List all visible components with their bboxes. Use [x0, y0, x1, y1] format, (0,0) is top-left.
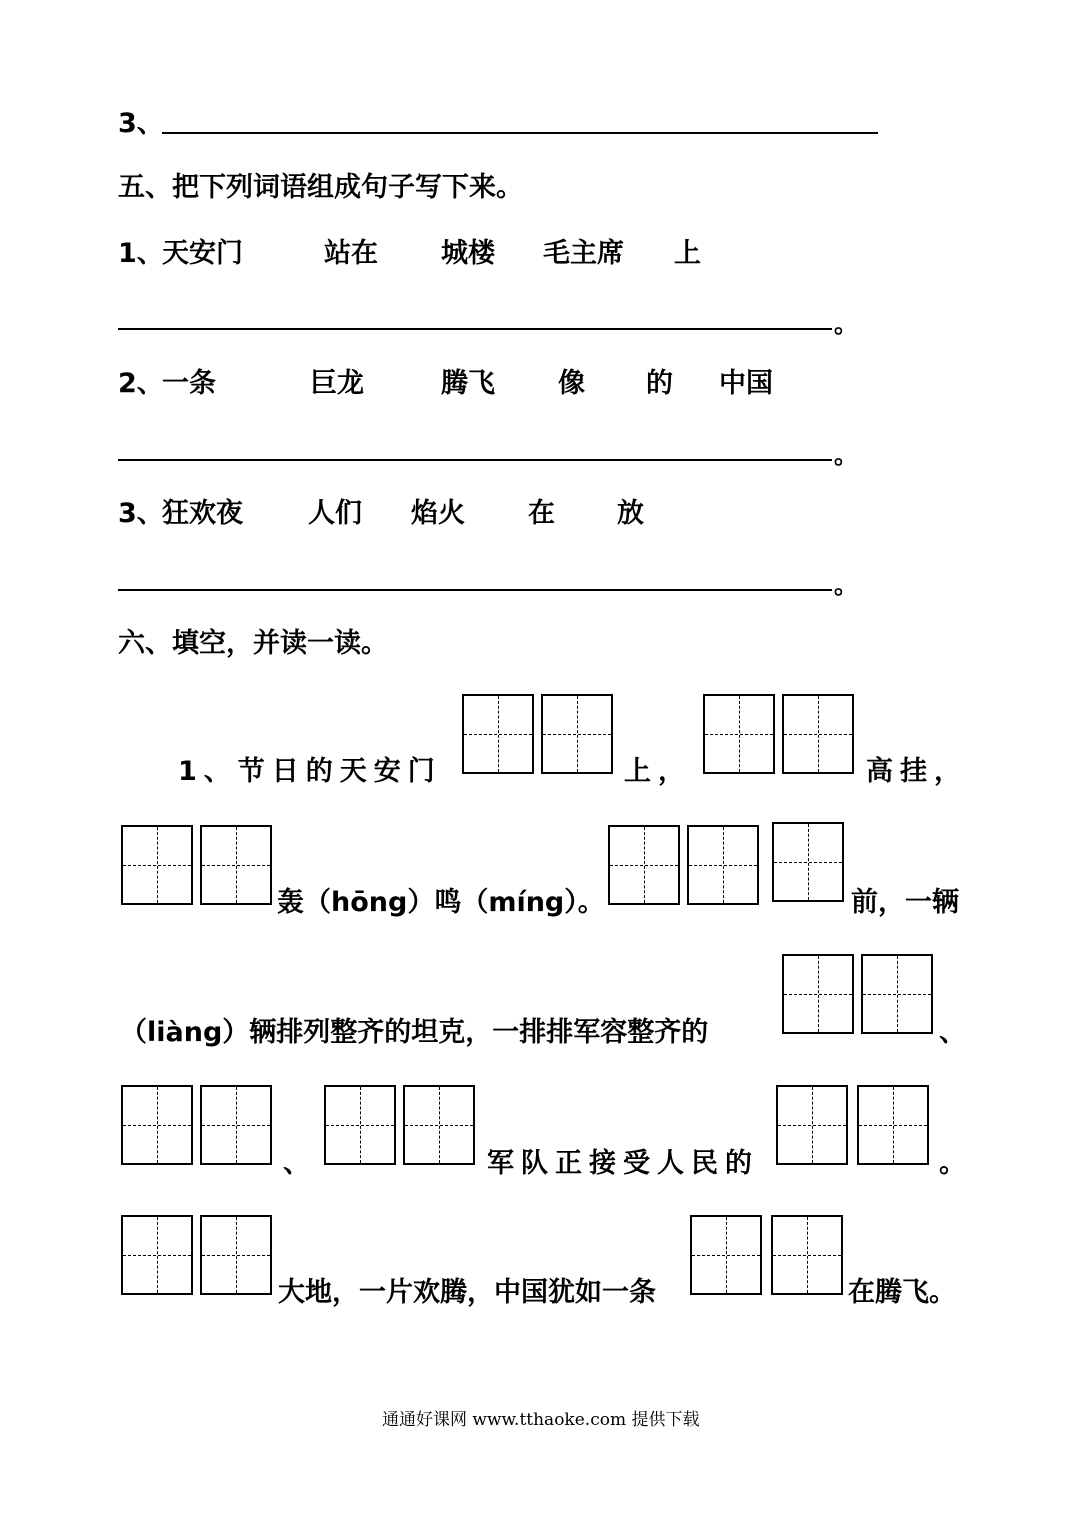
s5-item3-word: 焰火: [411, 498, 465, 529]
answer-line-s5-item3[interactable]: [118, 589, 832, 591]
answer-line-s5-item2[interactable]: [118, 459, 832, 461]
writing-box[interactable]: [772, 822, 844, 902]
s5-item1-word: 站在: [324, 238, 378, 269]
writing-box[interactable]: [403, 1085, 475, 1165]
s5-item2-num: 2、: [118, 368, 164, 399]
s6-line5-text-b: 在腾飞。: [848, 1277, 956, 1308]
answer-line-s5-item1[interactable]: [118, 328, 832, 330]
writing-box[interactable]: [687, 825, 759, 905]
q3-label: 3、: [118, 108, 164, 139]
writing-box[interactable]: [200, 1215, 272, 1295]
s6-line3-text-a: （liàng）辆排列整齐的坦克，一排排军容整齐的: [120, 1017, 709, 1048]
s5-item2-word: 像: [558, 368, 585, 399]
writing-box[interactable]: [690, 1215, 762, 1295]
s6-line4-text-b: 军队正接受人民的: [487, 1148, 759, 1179]
s6-line1-text-b: 上，: [624, 756, 692, 787]
s5-item1-word: 上: [674, 238, 701, 269]
s5-item2-word: 腾飞: [441, 368, 495, 399]
s5-item3-word: 狂欢夜: [162, 498, 243, 529]
writing-box[interactable]: [782, 694, 854, 774]
writing-box[interactable]: [324, 1085, 396, 1165]
writing-box[interactable]: [121, 1085, 193, 1165]
s6-line4-text-a: 、: [283, 1148, 310, 1179]
s6-line4-text-c: 。: [939, 1148, 966, 1179]
writing-box[interactable]: [608, 825, 680, 905]
period-mark: 。: [834, 441, 858, 469]
s5-item3-word: 放: [617, 498, 644, 529]
writing-box[interactable]: [703, 694, 775, 774]
s5-item3-word: 在: [528, 498, 555, 529]
s5-item3-num: 3、: [118, 498, 164, 529]
writing-box[interactable]: [861, 954, 933, 1034]
writing-box[interactable]: [121, 1215, 193, 1295]
writing-box[interactable]: [200, 1085, 272, 1165]
section5-title: 五、把下列词语组成句子写下来。: [118, 172, 523, 203]
s6-line2-text-b: 前，一辆: [851, 887, 959, 918]
writing-box[interactable]: [782, 954, 854, 1034]
writing-box[interactable]: [462, 694, 534, 774]
s5-item1-word: 天安门: [162, 238, 243, 269]
s6-line3-text-b: 、: [939, 1017, 966, 1048]
answer-line-q3[interactable]: [162, 132, 878, 134]
s6-line1-text-a: 1、节日的天安门: [178, 756, 442, 787]
period-mark: 。: [834, 571, 858, 599]
s6-line5-text-a: 大地，一片欢腾，中国犹如一条: [278, 1277, 656, 1308]
s5-item2-word: 中国: [719, 368, 773, 399]
s5-item3-word: 人们: [308, 498, 362, 529]
writing-box[interactable]: [200, 825, 272, 905]
s6-line2-text-a: 轰（hōng）鸣（míng）。: [277, 887, 605, 918]
s5-item1-word: 城楼: [441, 238, 495, 269]
period-mark: 。: [834, 310, 858, 338]
writing-box[interactable]: [857, 1085, 929, 1165]
s5-item2-word: 一条: [162, 368, 216, 399]
s6-line1-text-c: 高挂，: [866, 756, 968, 787]
writing-box[interactable]: [771, 1215, 843, 1295]
s5-item1-word: 毛主席: [543, 238, 624, 269]
writing-box[interactable]: [121, 825, 193, 905]
s5-item2-word: 的: [646, 368, 673, 399]
writing-box[interactable]: [776, 1085, 848, 1165]
s5-item2-word: 巨龙: [310, 368, 364, 399]
section6-title: 六、填空，并读一读。: [118, 628, 388, 659]
page-footer: 通通好课网 www.tthaoke.com 提供下载: [382, 1410, 700, 1430]
writing-box[interactable]: [541, 694, 613, 774]
s5-item1-num: 1、: [118, 238, 164, 269]
